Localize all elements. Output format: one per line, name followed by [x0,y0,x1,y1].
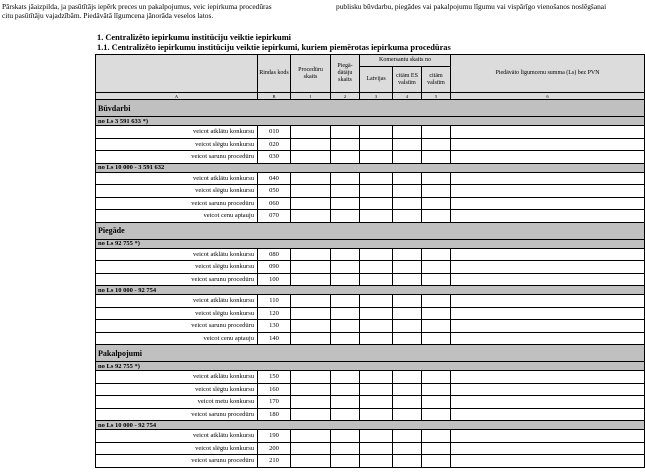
data-entry-cell[interactable] [393,261,422,274]
row-label: veicot sarunu procedūru [96,320,258,333]
table-row [96,371,645,384]
data-entry-cell[interactable] [393,442,422,455]
data-entry-cell[interactable] [422,172,451,185]
data-entry-cell[interactable] [331,273,360,286]
table-row [96,261,645,274]
header-merchant-count: Komersantu skaits no [360,55,451,67]
row-code: 020 [258,138,291,151]
row-label: veicot sarunu procedūru [96,408,258,421]
row-label: veicot slēgtu konkursu [96,442,258,455]
table-row [96,197,645,210]
data-entry-cell[interactable] [360,248,393,261]
data-entry-cell[interactable] [422,295,451,308]
data-entry-cell[interactable] [451,295,645,308]
data-entry-cell[interactable] [393,455,422,468]
table-row [96,383,645,396]
data-entry-cell[interactable] [360,172,393,185]
data-entry-cell[interactable] [291,210,331,223]
data-entry-cell[interactable] [360,295,393,308]
data-entry-cell[interactable] [331,307,360,320]
data-entry-cell[interactable] [422,442,451,455]
data-entry-cell[interactable] [393,332,422,345]
table-row [96,295,645,308]
data-entry-cell[interactable] [291,371,331,384]
data-entry-cell[interactable] [422,210,451,223]
data-entry-cell[interactable] [393,172,422,185]
row-code: 140 [258,332,291,345]
table-row [96,442,645,455]
row-code: 210 [258,455,291,468]
row-code: 150 [258,371,291,384]
row-code: 170 [258,396,291,409]
data-entry-cell[interactable] [393,273,422,286]
row-code: 200 [258,442,291,455]
data-entry-cell[interactable] [422,320,451,333]
data-entry-cell[interactable] [291,430,331,443]
threshold-row [96,163,645,172]
data-entry-cell[interactable] [331,371,360,384]
row-code: 190 [258,430,291,443]
data-entry-cell[interactable] [360,185,393,198]
data-entry-cell[interactable] [422,430,451,443]
data-entry-cell[interactable] [360,332,393,345]
column-code: 1 [291,93,331,100]
data-entry-cell[interactable] [422,332,451,345]
column-code: 6 [451,93,645,100]
row-label: veicot sarunu procedūru [96,273,258,286]
table-row [96,332,645,345]
data-entry-cell[interactable] [360,151,393,164]
data-entry-cell[interactable] [451,138,645,151]
table-row [96,307,645,320]
row-code: 040 [258,172,291,185]
table-row [96,320,645,333]
data-entry-cell[interactable] [360,371,393,384]
section-title: Pakalpojumi [96,345,645,362]
threshold-row [96,286,645,295]
data-entry-cell[interactable] [451,307,645,320]
data-entry-cell[interactable] [393,371,422,384]
data-entry-cell[interactable] [331,138,360,151]
data-entry-cell[interactable] [360,138,393,151]
row-code: 010 [258,126,291,139]
data-entry-cell[interactable] [360,261,393,274]
data-entry-cell[interactable] [360,430,393,443]
intro-left-column [2,2,332,20]
row-label: veicot sarunu procedūru [96,455,258,468]
data-entry-cell[interactable] [331,408,360,421]
data-entry-cell[interactable] [291,307,331,320]
row-label: veicot slēgtu konkursu [96,138,258,151]
row-label: veicot atklātu konkursu [96,248,258,261]
data-entry-cell[interactable] [360,455,393,468]
intro-line: citu pasūtītāju vajadzībām. Piedāvātā līgumcena jānorāda veselos latos. [2,11,214,20]
table-row [96,138,645,151]
row-code: 160 [258,383,291,396]
data-entry-cell[interactable] [393,320,422,333]
section-title: Piegāde [96,222,645,239]
data-entry-cell[interactable] [331,455,360,468]
row-label: veicot sarunu procedūru [96,197,258,210]
data-entry-cell[interactable] [360,197,393,210]
data-entry-cell[interactable] [451,172,645,185]
data-entry-cell[interactable] [331,248,360,261]
data-entry-cell[interactable] [451,430,645,443]
section-row [96,100,645,117]
table-row [96,396,645,409]
data-entry-cell[interactable] [451,408,645,421]
data-entry-cell[interactable] [393,126,422,139]
table-row [96,273,645,286]
data-entry-cell[interactable] [393,295,422,308]
threshold-title: no Ls 92 755 *) [96,362,645,371]
row-label: veicot cenu aptauju [96,332,258,345]
data-entry-cell[interactable] [451,261,645,274]
column-code: 3 [360,93,393,100]
data-entry-cell[interactable] [360,408,393,421]
data-entry-cell[interactable] [291,185,331,198]
threshold-title: no Ls 10 000 - 92 754 [96,421,645,430]
data-entry-cell[interactable] [291,151,331,164]
data-entry-cell[interactable] [422,307,451,320]
data-entry-cell[interactable] [422,408,451,421]
data-entry-cell[interactable] [451,197,645,210]
data-entry-cell[interactable] [291,455,331,468]
data-entry-cell[interactable] [291,320,331,333]
data-entry-cell[interactable] [451,442,645,455]
data-entry-cell[interactable] [393,138,422,151]
data-entry-cell[interactable] [393,248,422,261]
section-row [96,345,645,362]
row-code: 090 [258,261,291,274]
data-entry-cell[interactable] [393,185,422,198]
data-entry-cell[interactable] [422,455,451,468]
data-entry-cell[interactable] [331,151,360,164]
row-label: veicot slēgtu konkursu [96,261,258,274]
table-row [96,455,645,468]
threshold-row [96,421,645,430]
column-code: 4 [393,93,422,100]
data-entry-cell[interactable] [291,172,331,185]
data-entry-cell[interactable] [331,295,360,308]
header-blank [96,55,258,93]
data-entry-cell[interactable] [393,151,422,164]
data-entry-cell[interactable] [331,185,360,198]
section-row [96,222,645,239]
intro-line: Pārskats jāaizpilda, ja pasūtītājs iepērk preces un pakalpojumus, veic iepirkuma procedūras [2,2,272,11]
row-label: veicot atklātu konkursu [96,371,258,384]
row-label: veicot atklātu konkursu [96,430,258,443]
data-entry-cell[interactable] [291,442,331,455]
data-entry-cell[interactable] [422,248,451,261]
table-row [96,248,645,261]
data-entry-cell[interactable] [451,383,645,396]
row-code: 130 [258,320,291,333]
data-entry-cell[interactable] [291,261,331,274]
data-entry-cell[interactable] [331,320,360,333]
header-other-eu: citām ES valstīm [393,67,422,93]
section-title: Būvdarbi [96,100,645,117]
data-entry-cell[interactable] [422,138,451,151]
data-entry-cell[interactable] [393,307,422,320]
data-entry-cell[interactable] [291,197,331,210]
data-entry-cell[interactable] [331,383,360,396]
column-code: 2 [331,93,360,100]
data-entry-cell[interactable] [451,273,645,286]
data-entry-cell[interactable] [393,396,422,409]
row-label: veicot atklātu konkursu [96,172,258,185]
data-entry-cell[interactable] [422,273,451,286]
data-entry-cell[interactable] [291,383,331,396]
column-code: 5 [422,93,451,100]
data-entry-cell[interactable] [422,261,451,274]
data-entry-cell[interactable] [331,442,360,455]
data-entry-cell[interactable] [291,273,331,286]
row-label: veicot cenu aptauju [96,210,258,223]
threshold-row [96,117,645,126]
row-code: 100 [258,273,291,286]
data-entry-cell[interactable] [291,396,331,409]
data-entry-cell[interactable] [291,138,331,151]
table-row [96,126,645,139]
data-entry-cell[interactable] [451,371,645,384]
data-entry-cell[interactable] [393,383,422,396]
data-entry-cell[interactable] [422,197,451,210]
data-entry-cell[interactable] [331,430,360,443]
data-entry-cell[interactable] [331,332,360,345]
data-entry-cell[interactable] [331,126,360,139]
row-code: 060 [258,197,291,210]
row-label: veicot slēgtu konkursu [96,383,258,396]
data-entry-cell[interactable] [360,396,393,409]
table-row [96,172,645,185]
data-entry-cell[interactable] [360,383,393,396]
table-row [96,185,645,198]
row-code: 030 [258,151,291,164]
row-label: veicot slēgtu konkursu [96,307,258,320]
data-entry-cell[interactable] [422,151,451,164]
header-supplier-count: Piegā-dātāju skaits [331,55,360,93]
data-entry-cell[interactable] [360,273,393,286]
data-entry-cell[interactable] [451,126,645,139]
data-entry-cell[interactable] [393,408,422,421]
data-entry-cell[interactable] [451,332,645,345]
data-entry-cell[interactable] [451,151,645,164]
row-code: 120 [258,307,291,320]
row-label: veicot atklātu konkursu [96,295,258,308]
table-row [96,210,645,223]
data-entry-cell[interactable] [393,430,422,443]
data-entry-cell[interactable] [422,371,451,384]
data-entry-cell[interactable] [422,185,451,198]
header-other-countries: citām valstīm [422,67,451,93]
row-code: 050 [258,185,291,198]
table-row [96,408,645,421]
data-entry-cell[interactable] [393,197,422,210]
data-entry-cell[interactable] [331,261,360,274]
threshold-title: no Ls 3 591 633 *) [96,117,645,126]
threshold-title: no Ls 10 000 - 3 591 632 [96,163,645,172]
intro-line: publisku būvdarbu, piegādes vai pakalpojumu līgumu vai vispārīgo vienošanos noslēgšanai [336,2,607,11]
data-entry-cell[interactable] [451,396,645,409]
data-entry-cell[interactable] [360,320,393,333]
row-label: veicot slēgtu konkursu [96,185,258,198]
data-entry-cell[interactable] [331,210,360,223]
row-code: 180 [258,408,291,421]
row-label: veicot sarunu procedūru [96,151,258,164]
table-row [96,151,645,164]
data-entry-cell[interactable] [422,396,451,409]
subsection-heading: 1.1. Centralizēto iepirkumu institūciju veiktie iepirkumi, kuriem piemērotas iepirkuma procedūras [97,43,451,52]
intro-right-column [336,2,645,11]
data-entry-cell[interactable] [360,126,393,139]
row-code: 110 [258,295,291,308]
data-entry-cell[interactable] [291,295,331,308]
data-entry-cell[interactable] [451,248,645,261]
data-entry-cell[interactable] [291,408,331,421]
header-procedure-count: Procedūru skaits [291,55,331,93]
threshold-title: no Ls 10 000 - 92 754 [96,286,645,295]
column-code: B [258,93,291,100]
row-label: veicot metu konkursu [96,396,258,409]
header-contract-sum: Piedāvāto līgumcenu summa (Ls) bez PVN [451,55,645,93]
data-entry-cell[interactable] [422,383,451,396]
data-entry-cell[interactable] [291,332,331,345]
column-code: A [96,93,258,100]
row-code: 070 [258,210,291,223]
threshold-title: no Ls 92 755 *) [96,239,645,248]
data-entry-cell[interactable] [422,126,451,139]
data-entry-cell[interactable] [331,396,360,409]
procurement-table [95,54,645,468]
section-heading: 1. Centralizēto iepirkumu institūciju veiktie iepirkumi [97,33,292,42]
data-entry-cell[interactable] [451,320,645,333]
data-entry-cell[interactable] [393,210,422,223]
row-code: 080 [258,248,291,261]
data-entry-cell[interactable] [360,210,393,223]
threshold-row [96,362,645,371]
data-entry-cell[interactable] [291,248,331,261]
data-entry-cell[interactable] [451,210,645,223]
data-entry-cell[interactable] [360,307,393,320]
header-latvia: Latvijas [360,67,393,93]
data-entry-cell[interactable] [331,197,360,210]
data-entry-cell[interactable] [331,172,360,185]
table-row [96,430,645,443]
data-entry-cell[interactable] [291,126,331,139]
data-entry-cell[interactable] [360,442,393,455]
data-entry-cell[interactable] [451,455,645,468]
header-row-code: Rindas kods [258,55,291,93]
row-label: veicot atklātu konkursu [96,126,258,139]
threshold-row [96,239,645,248]
data-entry-cell[interactable] [451,185,645,198]
